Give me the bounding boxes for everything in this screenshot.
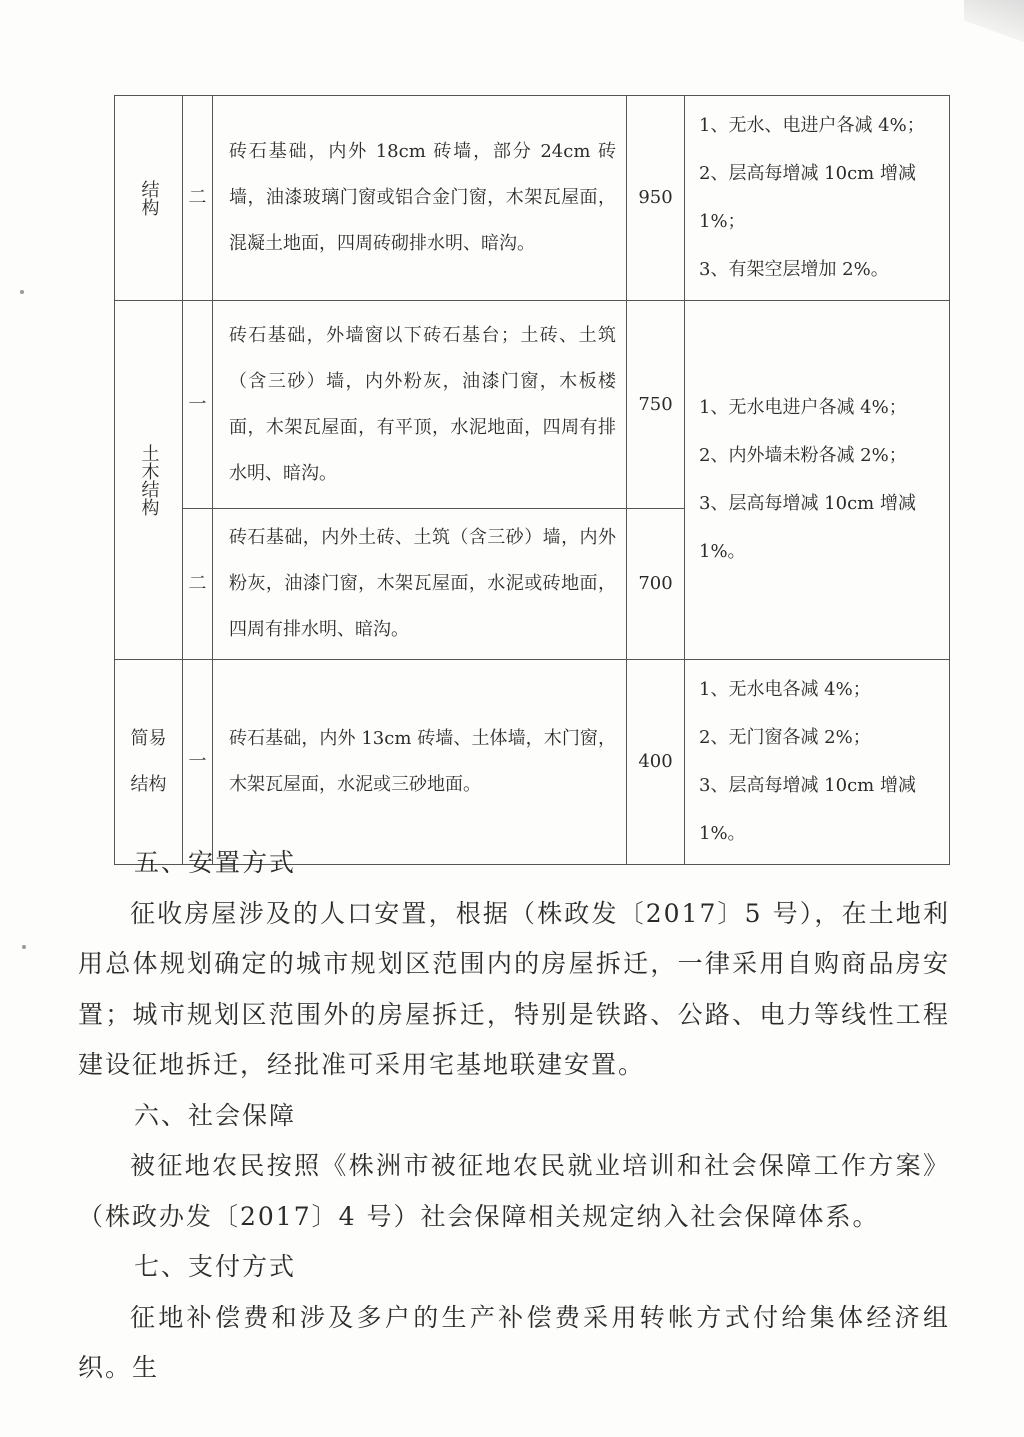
note-item: 1、无水、电进户各减 4%； bbox=[699, 115, 925, 136]
price-cell: 950 bbox=[627, 96, 685, 301]
grade-cell: 一 bbox=[183, 660, 213, 865]
table-row bbox=[115, 301, 950, 509]
structure-type-label: 结构 bbox=[138, 180, 160, 216]
note-item: 2、层高每增减 10cm 增减 1%； bbox=[699, 163, 916, 232]
section-paragraph: 被征地农民按照《株洲市被征地农民就业培训和社会保障工作方案》（株政办发〔2017〕4 号）社会保障相关规定纳入社会保障体系。 bbox=[78, 1151, 950, 1231]
section-paragraph: 征地补偿费和涉及多户的生产补偿费采用转帐方式付给集体经济组织。生 bbox=[78, 1302, 950, 1382]
description-cell: 砖石基础，内外 18cm 砖墙，部分 24cm 砖墙，油漆玻璃门窗或铝合金门窗，木架瓦屋面，混凝土地面，四周砖砌排水明、暗沟。 bbox=[213, 96, 627, 301]
description-cell: 砖石基础，内外 13cm 砖墙、土体墙，木门窗，木架瓦屋面，水泥或三砂地面。 bbox=[213, 660, 627, 865]
structure-type-cell bbox=[115, 96, 183, 301]
grade-cell: 二 bbox=[183, 96, 213, 301]
table-row bbox=[115, 96, 950, 301]
price-cell: 400 bbox=[627, 660, 685, 865]
compensation-standard-table bbox=[114, 95, 950, 865]
note-item: 3、层高每增减 10cm 增减 1%。 bbox=[699, 493, 916, 562]
note-item: 2、内外墙未粉各减 2%； bbox=[699, 445, 907, 466]
section-heading: 七、支付方式 bbox=[134, 1252, 297, 1281]
structure-type-cell bbox=[115, 301, 183, 660]
note-item: 1、无水电各减 4%； bbox=[699, 679, 871, 700]
description-cell: 砖石基础，外墙窗以下砖石基台；土砖、土筑（含三砂）墙，内外粉灰，油漆门窗，木板楼面，木架瓦屋面，有平顶，水泥地面，四周有排水明、暗沟。 bbox=[213, 301, 627, 509]
table-row bbox=[115, 660, 950, 865]
price-cell: 700 bbox=[627, 509, 685, 660]
structure-type-label: 简易结构 bbox=[130, 728, 167, 795]
structure-type-label: 土木结构 bbox=[138, 444, 160, 516]
notes-cell bbox=[685, 96, 950, 301]
grade-cell: 一 bbox=[183, 301, 213, 509]
note-item: 2、无门窗各减 2%； bbox=[699, 727, 871, 748]
section-heading: 六、社会保障 bbox=[134, 1100, 297, 1130]
price-cell: 750 bbox=[627, 301, 685, 509]
note-item: 1、无水电进户各减 4%； bbox=[699, 397, 907, 418]
scan-speck bbox=[22, 945, 26, 949]
note-item: 3、有架空层增加 2%。 bbox=[699, 259, 889, 280]
note-item: 3、层高每增减 10cm 增减 1%。 bbox=[699, 775, 916, 844]
notes-cell bbox=[685, 660, 950, 865]
description-cell: 砖石基础，内外土砖、土筑（含三砂）墙，内外粉灰，油漆门窗，木架瓦屋面，水泥或砖地面，四周有排水明、暗沟。 bbox=[213, 509, 627, 660]
notes-cell bbox=[685, 301, 950, 660]
section-paragraph: 征收房屋涉及的人口安置，根据（株政发〔2017〕5 号），在土地利用总体规划确定的城市规划区范围内的房屋拆迁，一律采用自购商品房安置；城市规划区范围外的房屋拆迁，特别是铁路、公路、电力等线性工程建设征地拆迁，经批准可采用宅基地联建安置。 bbox=[78, 898, 950, 1079]
scan-speck bbox=[20, 290, 24, 294]
document-body bbox=[78, 838, 950, 1394]
structure-type-cell bbox=[115, 660, 183, 865]
page-corner-fold bbox=[964, 0, 1024, 48]
grade-cell: 二 bbox=[183, 509, 213, 660]
section-heading: 五、安置方式 bbox=[134, 848, 297, 877]
